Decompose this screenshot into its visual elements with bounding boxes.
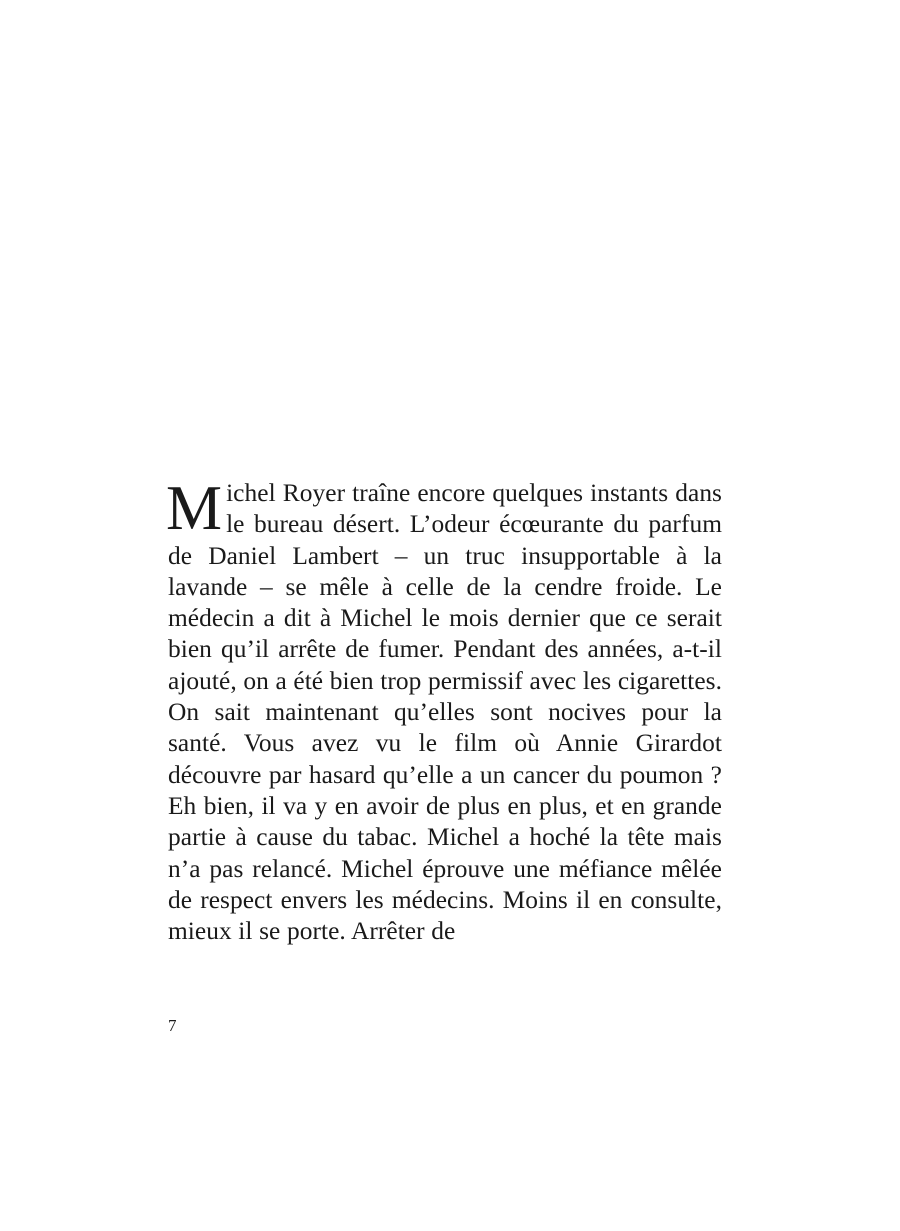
paragraph-text: ichel Royer traîne encore quelques instants dans le bureau désert. L’odeur écœurante du parfum de Daniel Lambert – un truc insupportable à la lavande – se mêle à celle de la cendre froide. Le médecin a dit à Michel le mois dernier que ce serait bien qu’il arrête de fumer. Pendant des années, a-t-il ajouté, on a été bien trop permissif avec les cigarettes. On sait maintenant qu’elles sont nocives pour la santé. Vous avez vu le film où Annie Girardot découvre par hasard qu’elle a un cancer du poumon ? Eh bien, il va y en avoir de plus en plus, et en grande partie à cause du tabac. Michel a hoché la tête mais n’a pas relancé. Michel éprouve une méfiance mêlée de respect envers les médecins. Moins il en consulte, mieux il se porte. Arrêter de <box>168 479 722 946</box>
body-text-block <box>166 473 722 947</box>
page-number: 7 <box>168 1016 177 1035</box>
drop-cap-initial: M <box>166 473 223 543</box>
opening-paragraph <box>166 473 722 947</box>
